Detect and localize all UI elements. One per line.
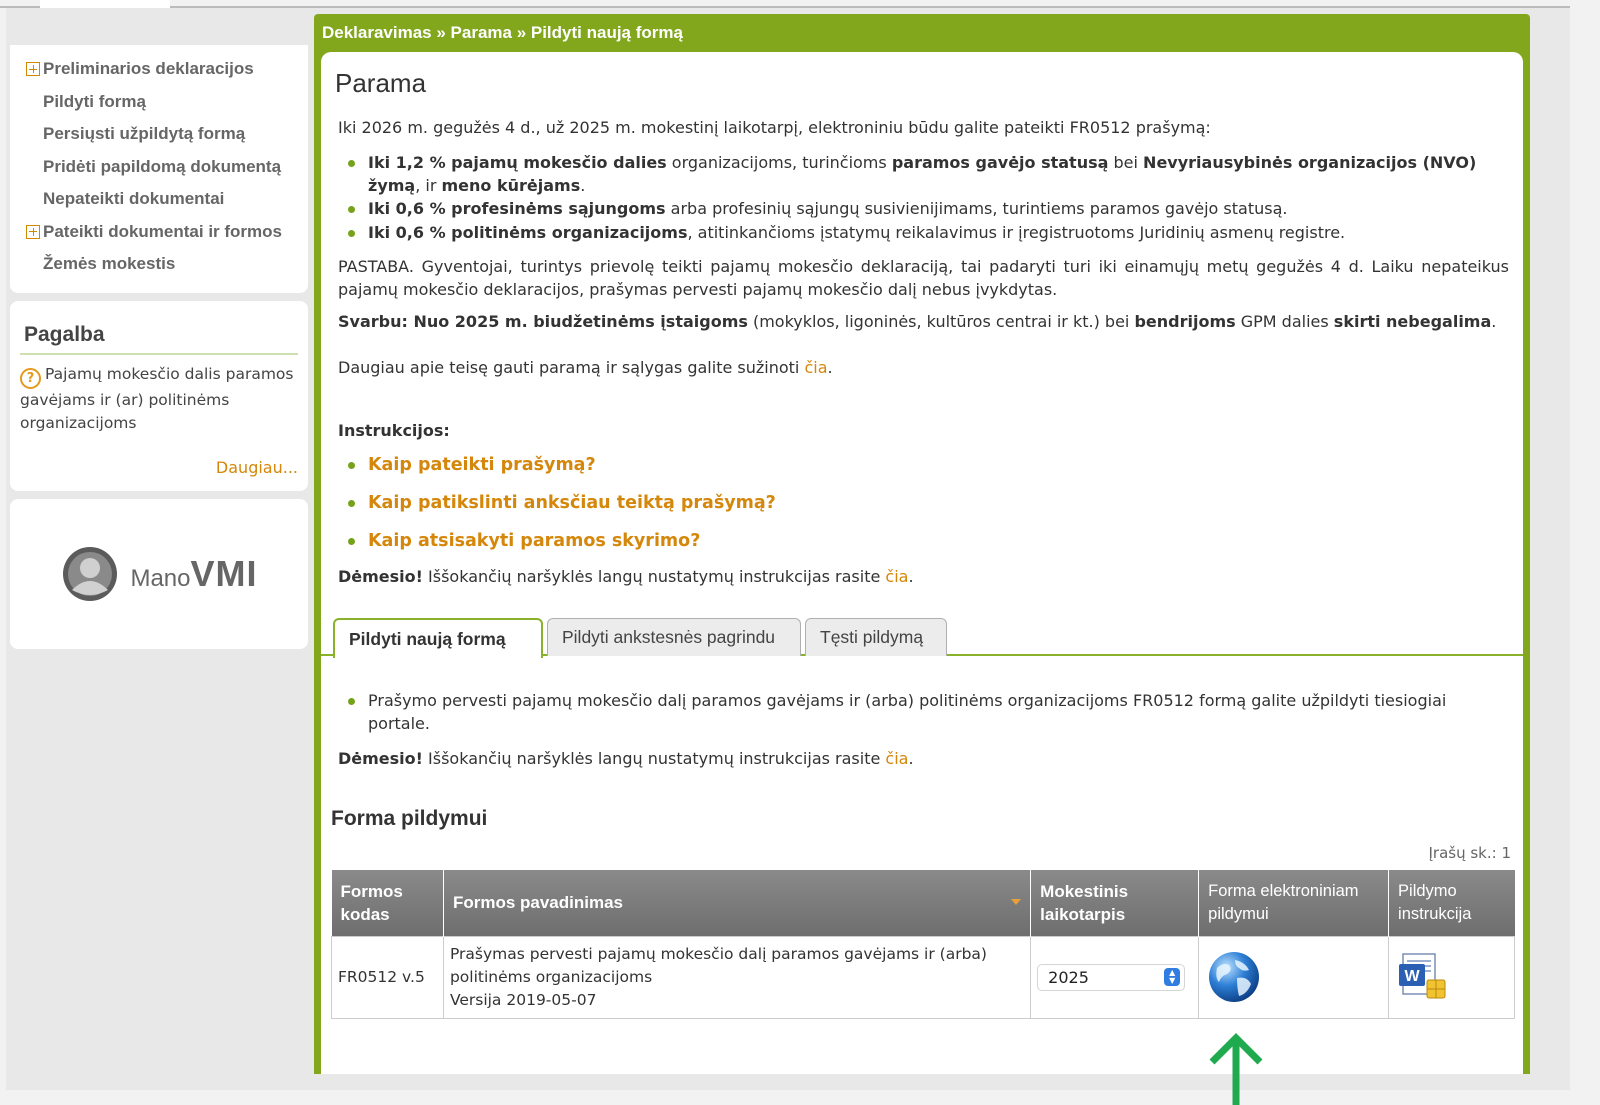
sidebar-item-fill-form[interactable] [10, 86, 308, 119]
table-row [332, 936, 1515, 1018]
important-bold-1: Svarbu: Nuo 2025 m. biudžetinėms įstaigoms [338, 312, 748, 331]
sidebar-item-label: Žemės mokestis [43, 254, 176, 274]
mano-vmi-logo[interactable] [60, 544, 257, 604]
mano-vmi-logo-box[interactable] [10, 499, 308, 649]
sidebar-item-label: Persiųsti užpildytą formą [43, 124, 246, 144]
help-link[interactable] [20, 363, 298, 435]
attention-text-1 [338, 565, 1509, 588]
form-version-text: Versija 2019-05-07 [449, 990, 597, 1009]
important-text [338, 310, 1509, 333]
tab-previous-based[interactable]: Pildyti ankstesnės pagrindu [547, 618, 801, 656]
instruction-link-cancel[interactable]: Kaip atsisakyti paramos skyrimo? [368, 531, 701, 551]
forms-table [331, 870, 1515, 1019]
form-section-title: Forma pildymui [331, 807, 488, 830]
bullet-2-text: arba profesinių sąjungų susivienijimams, turintiems paramos gavėjo statusą. [665, 199, 1288, 218]
attention-bold: Dėmesio! [338, 749, 423, 768]
sidebar-item-label: Preliminarios deklaracijos [43, 59, 254, 79]
col-header-code: Formos kodas [332, 870, 444, 936]
content-area [321, 52, 1523, 1074]
important-text-2: GPM dalies [1235, 312, 1334, 331]
bullet-1-text-4: . [580, 176, 586, 195]
bullet-1-text-1: organizacijoms, turinčioms [666, 153, 892, 172]
col-header-period: Mokestinis laikotarpis [1031, 870, 1199, 936]
bullet-1-bold-3: Nevyriausybinės organizacijos (NVO) žymą [368, 153, 1477, 195]
cell-form-code: FR0512 v.5 [332, 936, 444, 1018]
cell-electronic-form [1199, 936, 1389, 1018]
instruction-item [368, 453, 1509, 477]
cell-form-name [443, 936, 1030, 1018]
attention-text-2 [338, 747, 1509, 770]
bullet-3-text: , atitinkančioms įstatymų reikalavimus ir įregistruotoms Juridinių asmenų registre. [687, 223, 1346, 242]
attention-end: . [908, 567, 914, 586]
breadcrumb: Deklaravimas » Parama » Pildyti naują formą [322, 23, 683, 42]
bullet-1-bold-1: Iki 1,2 % pajamų mokesčio dalies [368, 153, 667, 172]
bullet-1 [368, 151, 1509, 197]
user-avatar-icon [60, 544, 120, 604]
logo-mano: Mano [130, 564, 191, 592]
help-title: Pagalba [20, 319, 298, 355]
instruction-link-correct[interactable]: Kaip patikslinti anksčiau teiktą prašymą? [368, 493, 776, 513]
instructions-title: Instrukcijos: [338, 421, 450, 440]
tab-continue[interactable]: Tęsti pildymą [805, 618, 947, 656]
col-header-name-label: Formos pavadinimas [452, 893, 623, 913]
help-box [10, 301, 308, 491]
annotation-arrow-up-icon [1208, 1032, 1264, 1105]
help-more-link[interactable]: Daugiau... [215, 457, 298, 477]
important-text-3: . [1491, 312, 1497, 331]
period-select[interactable] [1037, 964, 1185, 991]
bullet-2-bold: Iki 0,6 % profesinėms sąjungoms [368, 199, 666, 218]
col-header-instruction: Pildymo instrukcija [1389, 870, 1515, 936]
attention-end: . [908, 749, 914, 768]
bullet-1-bold-4: meno kūrėjams [441, 176, 581, 195]
expand-plus-icon[interactable] [26, 225, 40, 239]
popup-instructions-link[interactable]: čia [885, 567, 909, 586]
instruction-link-submit[interactable]: Kaip pateikti prašymą? [368, 455, 596, 475]
page-title: Parama [335, 68, 427, 98]
table-header-row [332, 870, 1515, 936]
expand-plus-icon[interactable] [26, 62, 40, 76]
select-arrows-icon: ▲ ▼ [1164, 968, 1180, 986]
more-info-end: . [827, 358, 833, 377]
mano-vmi-wordmark [130, 553, 257, 595]
bullet-1-text-2: bei [1108, 153, 1144, 172]
record-count: Įrašų sk.: 1 [1428, 844, 1511, 862]
bullet-1-text-3: , ir [415, 176, 442, 195]
word-document-icon[interactable] [1397, 952, 1449, 1002]
main-panel [314, 14, 1530, 1074]
attention-label: Iššokančių naršyklės langų nustatymų instrukcijas rasite [422, 749, 886, 768]
popup-instructions-link[interactable]: čia [885, 749, 909, 768]
sidebar-item-label: Pateikti dokumentai ir formos [43, 221, 282, 241]
form-name-text: Prašymas pervesti pajamų mokesčio dalį paramos gavėjams ir (arba) politinėms organizacijoms [449, 944, 987, 986]
bullet-1-bold-2: paramos gavėjo statusą [891, 153, 1109, 172]
sidebar-item-label: Pridėti papildomą dokumentą [43, 156, 282, 176]
sidebar-item-land-tax[interactable] [10, 248, 308, 281]
col-header-name[interactable] [443, 870, 1030, 936]
cell-period [1031, 936, 1199, 1018]
top-tab-stub [40, 0, 170, 8]
top-divider [0, 6, 1570, 8]
important-bold-2: bendrijoms [1134, 312, 1236, 331]
question-icon: ? [20, 368, 41, 389]
logo-vmi: VMI [190, 552, 258, 594]
help-text: Pajamų mokesčio dalis paramos gavėjams ir (ar) politinėms organizacijoms [20, 364, 294, 432]
important-text-1: (mokyklos, ligoninės, kultūros centrai ir kt.) bei [747, 312, 1135, 331]
tab-new-form[interactable]: Pildyti naują formą [333, 618, 543, 658]
sort-down-icon[interactable] [1011, 899, 1021, 905]
important-bold-3: skirti nebegalima [1333, 312, 1492, 331]
sidebar-item-label: Nepateikti dokumentai [43, 189, 225, 209]
sidebar-nav [10, 45, 308, 293]
attention-label: Iššokančių naršyklės langų nustatymų instrukcijas rasite [422, 567, 886, 586]
bullet-3-bold: Iki 0,6 % politinėms organizacijoms [368, 223, 688, 242]
note-text: PASTABA. Gyventojai, turintys prievolę teikti pajamų mokesčio deklaraciją, tai padaryti turi iki einamųjų metų gegužės 4 d. Laiku nepateikus pajamų mokesčio deklaracijos, prašymas pervesti pajamų mokesčio dalį nebus įvykdytas. [338, 257, 1509, 299]
more-info-link[interactable]: čia [804, 358, 828, 377]
tab-bullet: Prašymo pervesti pajamų mokesčio dalį paramos gavėjams ir (arba) politinėms organizacijoms FR0512 formą galite užpildyti tiesiogiai portale. [368, 689, 1509, 735]
intro-text: Iki 2026 m. gegužės 4 d., už 2025 m. mokestinį laikotarpį, elektroniniu būdu galite pateikti FR0512 prašymą: [338, 118, 1211, 137]
form-tabs [321, 618, 1523, 656]
period-select-value: 2025 [1048, 967, 1089, 987]
sidebar [10, 45, 308, 657]
instruction-item [368, 491, 1509, 515]
more-info-text [338, 356, 1509, 379]
col-header-electronic: Forma elektroniniam pildymui [1199, 870, 1389, 936]
sidebar-item-send-form[interactable] [10, 118, 308, 151]
bullet-3 [368, 221, 1509, 244]
attention-bold: Dėmesio! [338, 567, 423, 586]
globe-icon[interactable] [1207, 950, 1261, 1004]
sidebar-item-unsubmitted-documents[interactable] [10, 183, 308, 216]
cell-instruction [1389, 936, 1515, 1018]
sidebar-item-submitted-documents[interactable] [10, 216, 308, 249]
more-info-label: Daugiau apie teisę gauti paramą ir sąlygas galite sužinoti [338, 358, 805, 377]
instruction-item [368, 529, 1509, 553]
sidebar-item-add-document[interactable] [10, 151, 308, 184]
svg-text:W: W [1404, 968, 1420, 985]
sidebar-item-preliminary-declarations[interactable] [10, 53, 308, 86]
sidebar-item-label: Pildyti formą [43, 91, 146, 111]
bullet-2 [368, 197, 1509, 220]
